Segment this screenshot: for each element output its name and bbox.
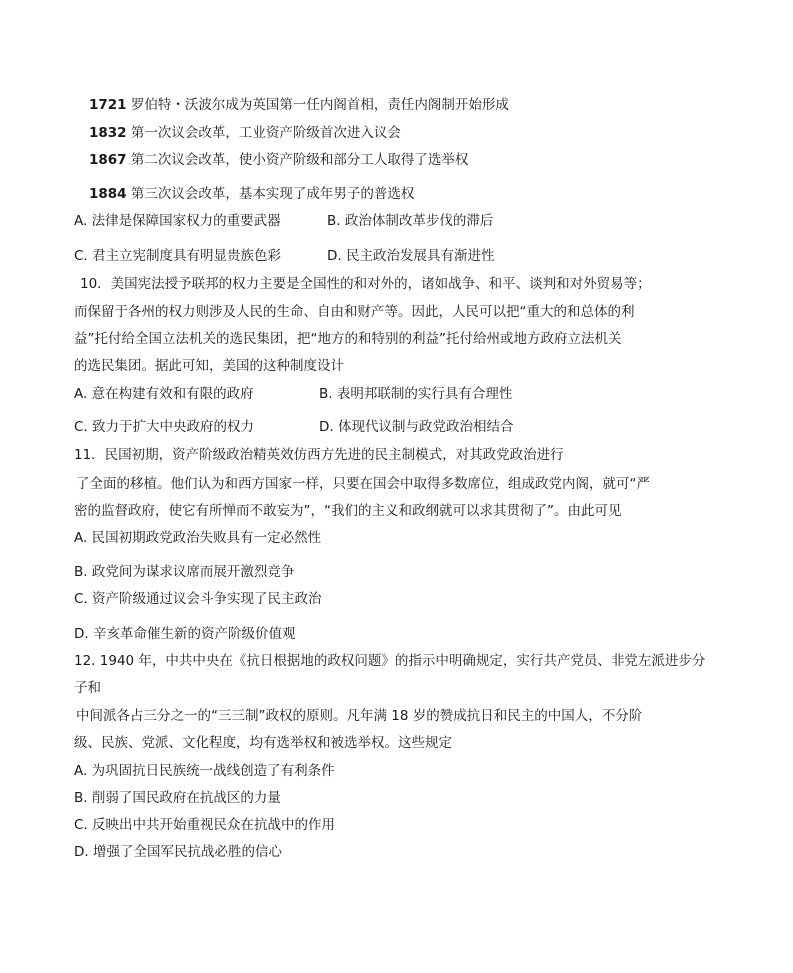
q10-option-c[interactable]: C. 致力于扩大中央政府的权力 — [74, 419, 255, 435]
q12-stem-line-2: 子和 — [74, 680, 101, 696]
q9-option-b[interactable]: B. 政治体制改革步伐的滞后 — [327, 213, 494, 229]
timeline-1884 — [89, 185, 414, 203]
q12-option-a[interactable]: A. 为巩固抗日民族统一战线创造了有利条件 — [74, 763, 335, 779]
q12-stem-line-1: 12. 1940 年，中共中央在《抗日根据地的政权问题》的指示中明确规定，实行共产党员、非党左派进步分 — [74, 653, 706, 669]
q9-option-a[interactable]: A. 法律是保障国家权力的重要武器 — [74, 213, 281, 229]
q11-option-d[interactable]: D. 辛亥革命催生新的资产阶级价值观 — [74, 626, 296, 642]
timeline-year: 1884 — [89, 186, 127, 202]
q10-stem-line-2: 而保留于各州的权力则涉及人民的生命、自由和财产等。因此，人民可以把“重大的和总体的利 — [74, 304, 635, 320]
timeline-year: 1832 — [89, 125, 127, 141]
q10-stem-line-1: 10．美国宪法授予联邦的权力主要是全国性的和对外的，诸如战争、和平、谈判和对外贸易等； — [80, 276, 651, 292]
q11-option-c[interactable]: C. 资产阶级通过议会斗争实现了民主政治 — [74, 591, 322, 607]
q10-stem-line-3: 益”托付给全国立法机关的选民集团，把“地方的和特别的利益”托付给州或地方政府立法机关 — [74, 331, 622, 347]
q12-option-c[interactable]: C. 反映出中共开始重视民众在抗战中的作用 — [74, 817, 336, 833]
q12-stem-line-4: 级、民族、党派、文化程度，均有选举权和被选举权。这些规定 — [74, 735, 452, 751]
q11-option-a[interactable]: A. 民国初期政党政治失败具有一定必然性 — [74, 530, 322, 546]
timeline-year: 1721 — [89, 97, 127, 113]
timeline-text: 罗伯特・沃波尔成为英国第一任内阁首相，责任内阁制开始形成 — [126, 97, 509, 113]
q10-option-d[interactable]: D. 体现代议制与政党政治相结合 — [319, 419, 514, 435]
q9-option-d[interactable]: D. 民主政治发展具有渐进性 — [327, 248, 495, 264]
q10-stem-line-4: 的选民集团。据此可知，美国的这种制度设计 — [74, 358, 344, 374]
q11-stem-line-3: 密的监督政府，使它有所惮而不敢妄为”，“我们的主义和政纲就可以求其贯彻了”。由此可见 — [74, 503, 622, 519]
q9-option-c[interactable]: C. 君主立宪制度具有明显贵族色彩 — [74, 248, 282, 264]
timeline-1832 — [89, 124, 401, 142]
q10-option-b[interactable]: B. 表明邦联制的实行具有合理性 — [319, 386, 513, 402]
q12-stem-line-3: 中间派各占三分之一的“三三制”政权的原则。凡年满 18 岁的赞成抗日和民主的中国人，不分阶 — [76, 708, 643, 724]
q11-stem-line-1: 11．民国初期，资产阶级政治精英效仿西方先进的民主制模式，对其政党政治进行 — [74, 447, 564, 463]
q11-stem-line-2: 了全面的移植。他们认为和西方国家一样，只要在国会中取得多数席位，组成政党内阁，就可“严 — [76, 476, 650, 492]
timeline-text: 第二次议会改革，使小资产阶级和部分工人取得了选举权 — [126, 152, 469, 168]
q12-option-b[interactable]: B. 削弱了国民政府在抗战区的力量 — [74, 790, 281, 806]
q10-option-a[interactable]: A. 意在构建有效和有限的政府 — [74, 386, 254, 402]
q12-option-d[interactable]: D. 增强了全国军民抗战必胜的信心 — [74, 844, 282, 860]
timeline-text: 第三次议会改革，基本实现了成年男子的普选权 — [126, 186, 415, 202]
q11-option-b[interactable]: B. 政党间为谋求议席而展开激烈竞争 — [74, 564, 295, 580]
timeline-1867 — [89, 151, 468, 169]
timeline-year: 1867 — [89, 152, 127, 168]
timeline-text: 第一次议会改革，工业资产阶级首次进入议会 — [126, 125, 401, 141]
timeline-1721 — [89, 96, 509, 114]
